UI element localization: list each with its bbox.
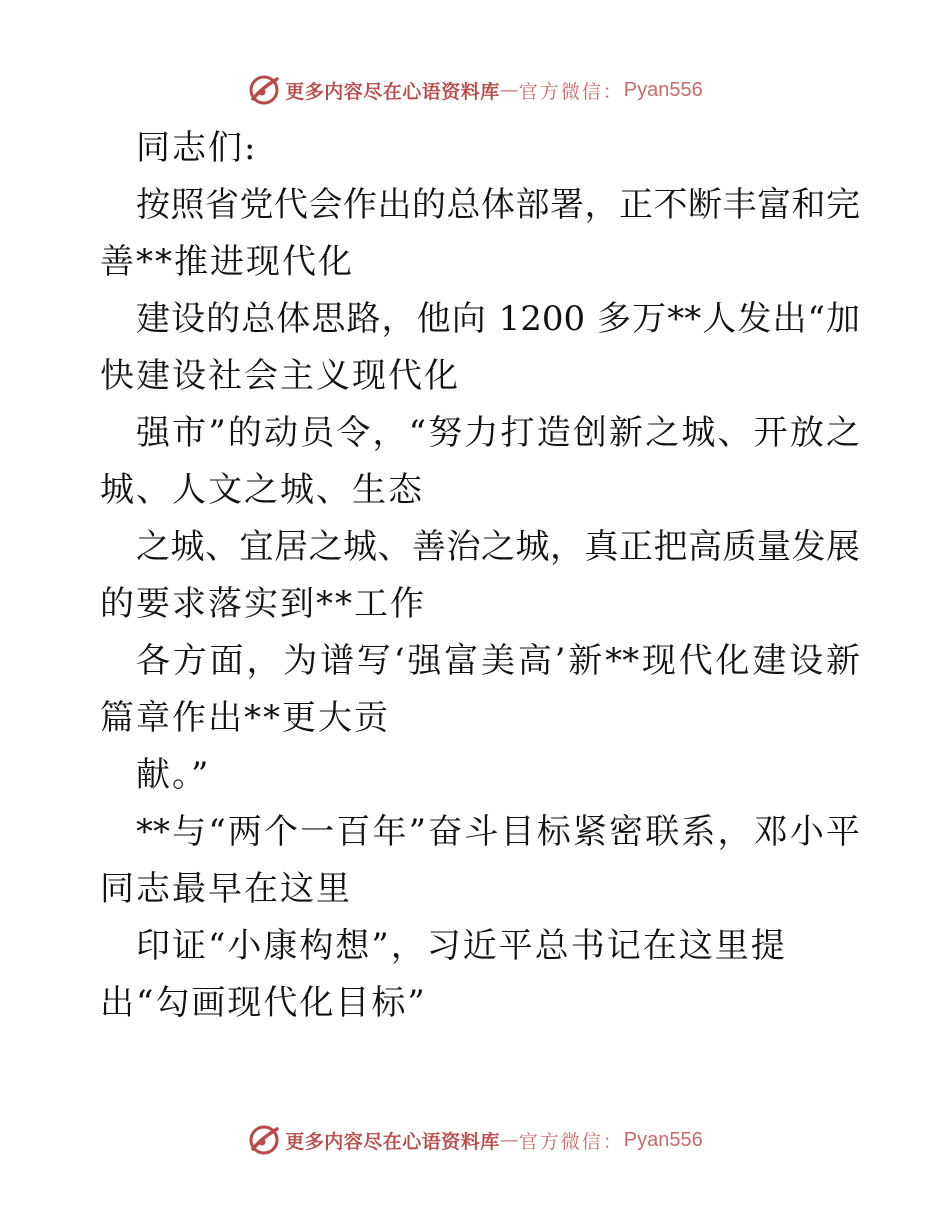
banner-title: 更多内容尽在心语资料库 — [285, 1130, 500, 1153]
brush-seal-icon — [247, 73, 281, 107]
banner-wechat-id: Pyan556 — [623, 1128, 703, 1151]
text-line: 快建设社会主义现代化 — [100, 356, 460, 396]
footer-banner — [0, 1120, 950, 1160]
text-line: 之城、宜居之城、善治之城，真正把高质量发展 — [136, 527, 860, 567]
banner-wechat-id: Pyan556 — [623, 78, 703, 101]
text-line: **与“两个一百年”奋斗目标紧密联系，邓小平 — [136, 812, 860, 852]
text-line: 篇章作出**更大贡 — [100, 698, 390, 738]
text-line: 的要求落实到**工作 — [100, 584, 426, 624]
text-line: 出“勾画现代化目标” — [100, 983, 427, 1023]
text-line: 建设的总体思路，他向 1200 多万**人发出“加 — [136, 299, 860, 339]
text-line: 善**推进现代化 — [100, 242, 354, 282]
text-line: 按照省党代会作出的总体部署，正不断丰富和完 — [136, 185, 860, 225]
text-line: 各方面，为谱写‘强富美高’新**现代化建设新 — [136, 641, 860, 681]
banner-title: 更多内容尽在心语资料库 — [285, 80, 500, 103]
text-line: 同志最早在这里 — [100, 869, 352, 909]
text-line: 强市”的动员令，“努力打造创新之城、开放之 — [136, 413, 860, 453]
text-line: 献。” — [136, 755, 211, 795]
brush-seal-icon — [247, 1123, 281, 1157]
banner-wechat-label: 官方微信： — [518, 80, 624, 103]
text-line: 同志们: — [136, 128, 258, 168]
header-banner — [0, 70, 950, 110]
banner-separator: — — [499, 1129, 519, 1151]
document-body — [100, 120, 860, 1032]
banner-wechat-label: 官方微信： — [518, 1130, 624, 1153]
text-line: 印证“小康构想”，习近平总书记在这里提 — [136, 926, 787, 966]
banner-separator: — — [499, 79, 519, 101]
text-line: 城、人文之城、生态 — [100, 470, 424, 510]
